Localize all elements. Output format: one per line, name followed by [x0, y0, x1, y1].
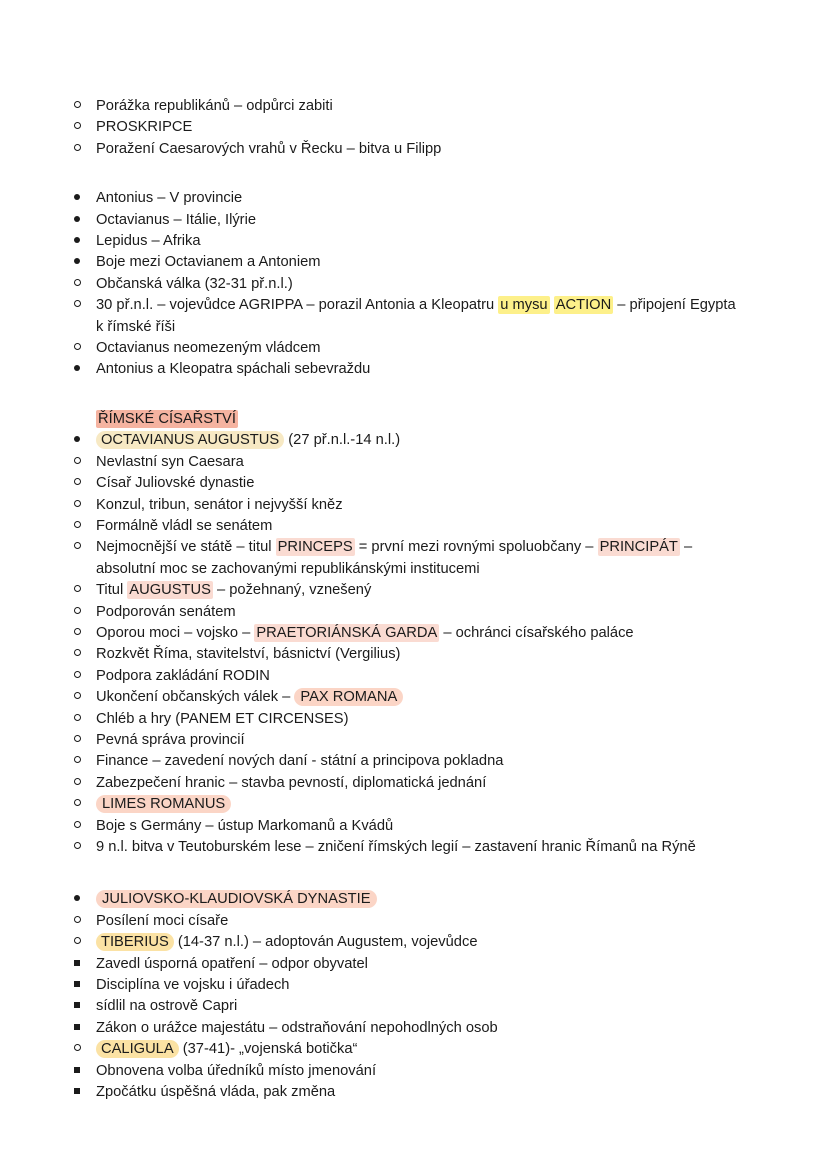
list-item	[96, 516, 736, 537]
list-item	[96, 1082, 736, 1103]
square-bullet-icon	[70, 996, 84, 1017]
highlight-princeps: PRINCEPS	[277, 539, 353, 556]
list-item	[96, 954, 736, 975]
list-item-text: Pevná správa provincií	[96, 731, 245, 748]
list-item	[96, 252, 736, 359]
list-item	[96, 580, 736, 601]
list-block-octavianus-augustus	[96, 430, 736, 858]
list-item	[96, 1039, 736, 1103]
list-item	[96, 996, 736, 1017]
highlight-u-mysu: u mysu	[500, 297, 548, 314]
list-item-text	[96, 1039, 736, 1060]
list-item	[96, 295, 736, 338]
circle-bullet-icon	[70, 623, 84, 644]
section-heading-rimske-cisarstvi	[96, 409, 736, 430]
list-item-text: Poražení Caesarových vrahů v Řecku – bitva u Filipp	[96, 140, 442, 157]
list-item	[96, 773, 736, 794]
text-run: = první mezi rovnými spoluobčany –	[354, 539, 598, 556]
circle-bullet-icon	[70, 644, 84, 665]
square-bullet-icon	[70, 954, 84, 975]
disc-bullet-icon	[70, 430, 84, 451]
circle-bullet-icon	[70, 794, 84, 815]
list-item	[96, 495, 736, 516]
text-run: – připojení Egypta k římské říši	[96, 297, 736, 335]
list-item-text: Posílení moci císaře	[96, 912, 229, 929]
list-item	[96, 794, 736, 815]
circle-bullet-icon	[70, 295, 84, 316]
list-item-text: Octavianus neomezeným vládcem	[96, 340, 321, 357]
list-item-text: Zavedl úsporná opatření – odpor obyvatel	[96, 955, 368, 972]
circle-bullet-icon	[70, 1039, 84, 1060]
circle-bullet-icon	[70, 139, 84, 160]
list-item	[96, 274, 736, 295]
circle-bullet-icon	[70, 666, 84, 687]
list-item-text	[96, 794, 736, 815]
circle-bullet-icon	[70, 730, 84, 751]
list-item-text	[96, 623, 736, 644]
list-block-triumvirat	[96, 188, 736, 381]
list-item	[96, 430, 736, 858]
text-run: (14-37 n.l.) – adoptován Augustem, vojevůdce	[173, 934, 478, 951]
list-item-text: Podpora zakládání RODIN	[96, 667, 270, 684]
list-item	[96, 709, 736, 730]
list-item-text	[96, 687, 736, 708]
list-item	[96, 816, 736, 837]
list-item	[96, 1061, 736, 1082]
sublist-caligula	[96, 1061, 736, 1104]
list-item-text: Lepidus – Afrika	[96, 233, 201, 250]
list-item	[96, 338, 736, 359]
list-item	[96, 889, 736, 1103]
list-item-text	[96, 932, 736, 953]
list-item-text: Rozkvět Říma, stavitelství, básnictví (Vergilius)	[96, 646, 401, 663]
disc-bullet-icon	[70, 359, 84, 380]
highlight-praetorianska-garda: PRAETORIÁNSKÁ GARDA	[256, 624, 438, 641]
highlight-action: ACTION	[555, 297, 612, 314]
text-run: Nejmocnější ve státě – titul	[96, 539, 276, 556]
list-block-dynastie	[96, 889, 736, 1103]
highlight-caligula: CALIGULA	[96, 1040, 179, 1058]
text-run: Ukončení občanských válek –	[96, 689, 295, 706]
text-run: – absolutní moc se zachovanými republikánskými institucemi	[96, 539, 693, 577]
highlight-juliovsko-klaudiovska-dynastie: JULIOVSKO-KLAUDIOVSKÁ DYNASTIE	[96, 890, 377, 908]
list-item-text: Chléb a hry (PANEM ET CIRCENSES)	[96, 710, 349, 727]
list-item-text	[96, 580, 736, 601]
list-item-text: sídlil na ostrově Capri	[96, 998, 238, 1015]
text-run: (37-41)- „vojenská botička“	[178, 1041, 358, 1058]
circle-bullet-icon	[70, 687, 84, 708]
list-item	[96, 96, 736, 117]
list-item-text: Občanská válka (32-31 př.n.l.)	[96, 275, 293, 292]
list-item	[96, 975, 736, 996]
list-item-text: Obnovena volba úředníků místo jmenování	[96, 1062, 377, 1079]
list-item	[96, 837, 736, 858]
list-item-text: Konzul, tribun, senátor i nejvyšší kněz	[96, 496, 343, 513]
circle-bullet-icon	[70, 452, 84, 473]
list-item-text	[96, 430, 736, 451]
list-item	[96, 359, 736, 380]
highlight-pax-romana: PAX ROMANA	[294, 688, 403, 706]
highlight-tiberius: TIBERIUS	[96, 933, 174, 951]
text-run: Oporou moci – vojsko –	[96, 624, 255, 641]
square-bullet-icon	[70, 1018, 84, 1039]
list-item-text: Octavianus – Itálie, Ilýrie	[96, 211, 256, 228]
disc-bullet-icon	[70, 210, 84, 231]
list-item	[96, 932, 736, 1039]
square-bullet-icon	[70, 975, 84, 996]
circle-bullet-icon	[70, 837, 84, 858]
list-item	[96, 452, 736, 473]
paragraph-spacer	[96, 381, 736, 409]
disc-bullet-icon	[70, 188, 84, 209]
paragraph-spacer	[96, 160, 736, 188]
list-item-text: PROSKRIPCE	[96, 119, 193, 136]
list-item-text: Formálně vládl se senátem	[96, 517, 273, 534]
square-bullet-icon	[70, 1061, 84, 1082]
list-item-text	[96, 537, 736, 580]
circle-bullet-icon	[70, 709, 84, 730]
circle-bullet-icon	[70, 516, 84, 537]
circle-bullet-icon	[70, 911, 84, 932]
list-item	[96, 231, 736, 252]
highlight-rimske-cisarstvi: ŘÍMSKÉ CÍSAŘSTVÍ	[98, 410, 236, 427]
circle-bullet-icon	[70, 117, 84, 138]
list-item	[96, 911, 736, 932]
circle-bullet-icon	[70, 537, 84, 558]
list-block-proskripce	[96, 96, 736, 160]
highlight-octavianus-augustus: OCTAVIANUS AUGUSTUS	[96, 431, 284, 449]
circle-bullet-icon	[70, 580, 84, 601]
circle-bullet-icon	[70, 932, 84, 953]
circle-bullet-icon	[70, 338, 84, 359]
list-item	[96, 537, 736, 580]
circle-bullet-icon	[70, 751, 84, 772]
list-item	[96, 751, 736, 772]
list-item	[96, 623, 736, 644]
list-item	[96, 473, 736, 494]
circle-bullet-icon	[70, 96, 84, 117]
disc-bullet-icon	[70, 231, 84, 252]
sublist-tiberius	[96, 954, 736, 1040]
list-item	[96, 188, 736, 209]
list-item-text: Boje s Germány – ústup Markomanů a Kvádů	[96, 817, 394, 834]
sublist-boje	[96, 274, 736, 360]
list-item-text: Císař Juliovské dynastie	[96, 475, 255, 492]
circle-bullet-icon	[70, 602, 84, 623]
text-run: 30 př.n.l. – vojevůdce AGRIPPA – porazil Antonia a Kleopatru	[96, 297, 499, 314]
list-item-text: Antonius a Kleopatra spáchali sebevraždu	[96, 361, 371, 378]
circle-bullet-icon	[70, 816, 84, 837]
list-item	[96, 687, 736, 708]
list-item	[96, 117, 736, 138]
square-bullet-icon	[70, 1082, 84, 1103]
list-item-text: Porážka republikánů – odpůrci zabiti	[96, 98, 333, 114]
disc-bullet-icon	[70, 252, 84, 273]
highlight-augustus: AUGUSTUS	[129, 582, 211, 599]
circle-bullet-icon	[70, 773, 84, 794]
list-item-text: Disciplína ve vojsku i úřadech	[96, 977, 290, 994]
circle-bullet-icon	[70, 473, 84, 494]
list-item	[96, 730, 736, 751]
list-item-text: Zpočátku úspěšná vláda, pak změna	[96, 1084, 336, 1101]
sublist-augustus-details	[96, 452, 736, 859]
list-item	[96, 666, 736, 687]
list-item-text: Boje mezi Octavianem a Antoniem	[96, 254, 321, 271]
text-run: – ochránci císařského paláce	[439, 624, 634, 641]
list-item	[96, 210, 736, 231]
highlight-limes-romanus: LIMES ROMANUS	[96, 795, 231, 813]
highlight-principat: PRINCIPÁT	[599, 539, 678, 556]
list-item-text: Nevlastní syn Caesara	[96, 453, 244, 470]
list-item	[96, 1018, 736, 1039]
list-item-text: Podporován senátem	[96, 603, 236, 620]
list-item-text	[96, 295, 736, 338]
text-run: Titul	[96, 582, 128, 599]
list-item	[96, 602, 736, 623]
list-item-text: Zákon o urážce majestátu – odstraňování nepohodlných osob	[96, 1019, 498, 1036]
list-item-text: 9 n.l. bitva v Teutoburském lese – zničení římských legií – zastavení hranic Římanů na Rýně	[96, 839, 696, 855]
list-item-text	[96, 889, 736, 910]
list-item	[96, 139, 736, 160]
text-run: (27 př.n.l.-14 n.l.)	[284, 432, 401, 449]
list-item-text: Zabezpečení hranic – stavba pevností, diplomatická jednání	[96, 774, 487, 791]
list-item	[96, 644, 736, 665]
disc-bullet-icon	[70, 889, 84, 910]
sublist-dynastie	[96, 911, 736, 1104]
circle-bullet-icon	[70, 495, 84, 516]
list-item-text: Finance – zavedení nových daní - státní a principova pokladna	[96, 753, 504, 770]
list-item-text: Antonius – V provincie	[96, 190, 243, 207]
document-body	[96, 96, 736, 1103]
paragraph-spacer	[96, 858, 736, 889]
circle-bullet-icon	[70, 274, 84, 295]
text-run: – požehnaný, vznešený	[212, 582, 372, 599]
